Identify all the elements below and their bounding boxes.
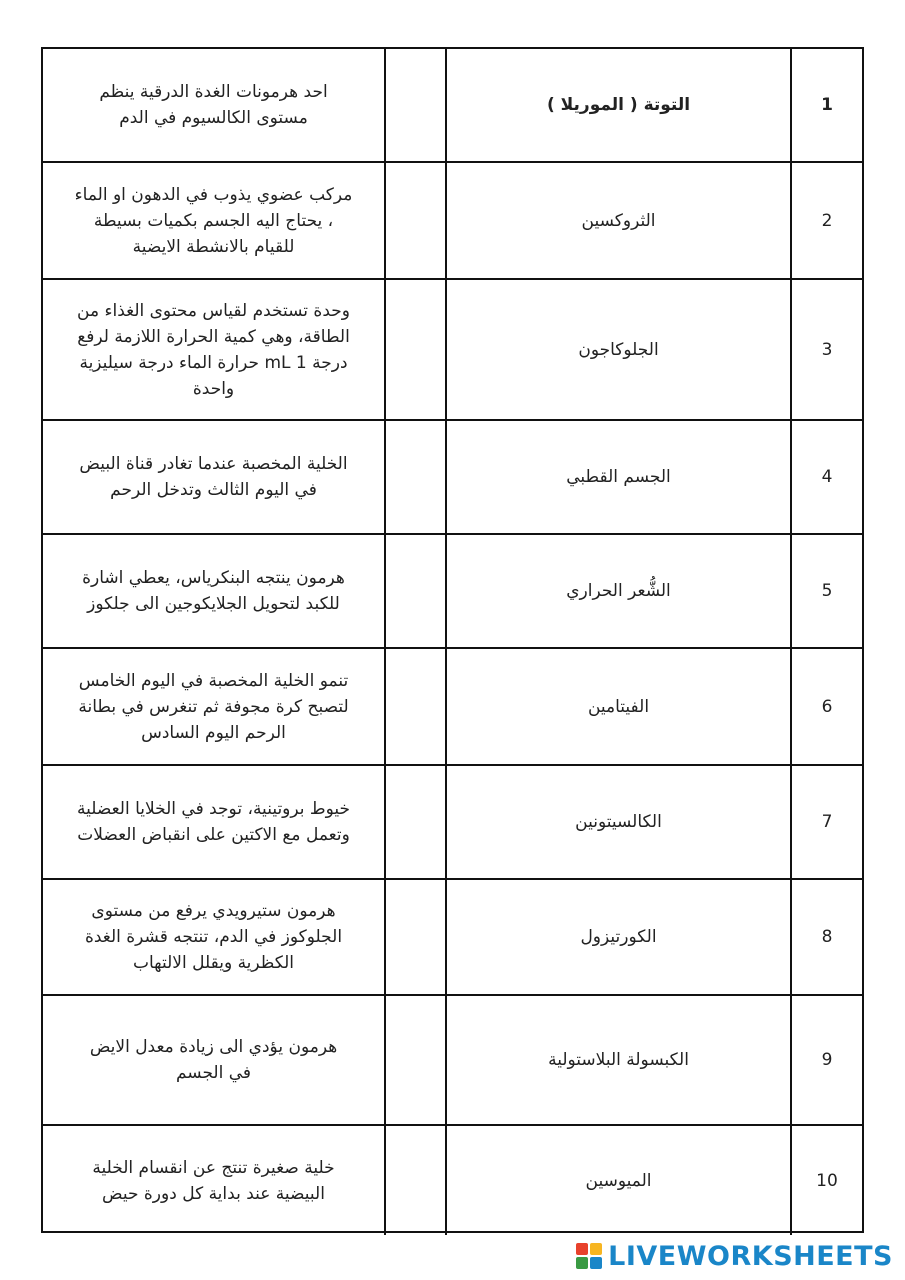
answer-box[interactable] [386, 280, 447, 421]
term-cell: الثروكسين [447, 163, 792, 280]
row-number: 1 [792, 49, 862, 163]
term-cell: التوتة ( الموريلا ) [447, 49, 792, 163]
term-cell: الميوسين [447, 1126, 792, 1235]
definition-cell: الخلية المخصبة عندما تغادر قناة البيض في اليوم الثالث وتدخل الرحم [43, 421, 386, 535]
answer-box[interactable] [386, 649, 447, 766]
matching-table [41, 47, 864, 1233]
term-cell: الجلوكاجون [447, 280, 792, 421]
row-number: 6 [792, 649, 862, 766]
term-cell: الكالسيتونين [447, 766, 792, 880]
answer-box[interactable] [386, 1126, 447, 1235]
row-number: 2 [792, 163, 862, 280]
answer-box[interactable] [386, 535, 447, 649]
definition-cell: وحدة تستخدم لقياس محتوى الغذاء من الطاقة، وهي كمية الحرارة اللازمة لرفع درجة mL 1 حرارة الماء درجة سيليزية واحدة [43, 280, 386, 421]
definition-cell: هرمون ستيرويدي يرفع من مستوى الجلوكوز في الدم، تنتجه قشرة الغدة الكظرية ويقلل الالتهاب [43, 880, 386, 996]
logo-square [576, 1243, 588, 1255]
answer-box[interactable] [386, 766, 447, 880]
definition-cell: خيوط بروتينية، توجد في الخلايا العضلية وتعمل مع الاكتين على انقباض العضلات [43, 766, 386, 880]
answer-box[interactable] [386, 880, 447, 996]
liveworksheets-logo-icon [576, 1243, 602, 1269]
answer-box[interactable] [386, 421, 447, 535]
term-cell: الكبسولة البلاستولية [447, 996, 792, 1126]
definition-cell: هرمون ينتجه البنكرياس، يعطي اشارة للكبد لتحويل الجلايكوجين الى جلكوز [43, 535, 386, 649]
definition-cell: هرمون يؤدي الى زيادة معدل الايض في الجسم [43, 996, 386, 1126]
row-number: 7 [792, 766, 862, 880]
row-number: 9 [792, 996, 862, 1126]
liveworksheets-logo [576, 1240, 893, 1272]
logo-square [590, 1257, 602, 1269]
definition-cell: احد هرمونات الغدة الدرقية ينظم مستوى الكالسيوم في الدم [43, 49, 386, 163]
answer-box[interactable] [386, 49, 447, 163]
row-number: 5 [792, 535, 862, 649]
row-number: 3 [792, 280, 862, 421]
row-number: 8 [792, 880, 862, 996]
logo-square [576, 1257, 588, 1269]
term-cell: الشُّعر الحراري [447, 535, 792, 649]
answer-box[interactable] [386, 163, 447, 280]
row-number: 4 [792, 421, 862, 535]
logo-square [590, 1243, 602, 1255]
definition-cell: مركب عضوي يذوب في الدهون او الماء ، يحتاج اليه الجسم بكميات بسيطة للقيام بالانشطة الايضية [43, 163, 386, 280]
liveworksheets-logo-text: LIVEWORKSHEETS [608, 1240, 893, 1272]
term-cell: الجسم القطبي [447, 421, 792, 535]
term-cell: الفيتامين [447, 649, 792, 766]
definition-cell: خلية صغيرة تنتج عن انقسام الخلية البيضية عند بداية كل دورة حيض [43, 1126, 386, 1235]
answer-box[interactable] [386, 996, 447, 1126]
row-number: 10 [816, 1170, 838, 1191]
term-cell: الكورتيزول [447, 880, 792, 996]
definition-cell: تنمو الخلية المخصبة في اليوم الخامس لتصبح كرة مجوفة ثم تنغرس في بطانة الرحم اليوم السادس [43, 649, 386, 766]
